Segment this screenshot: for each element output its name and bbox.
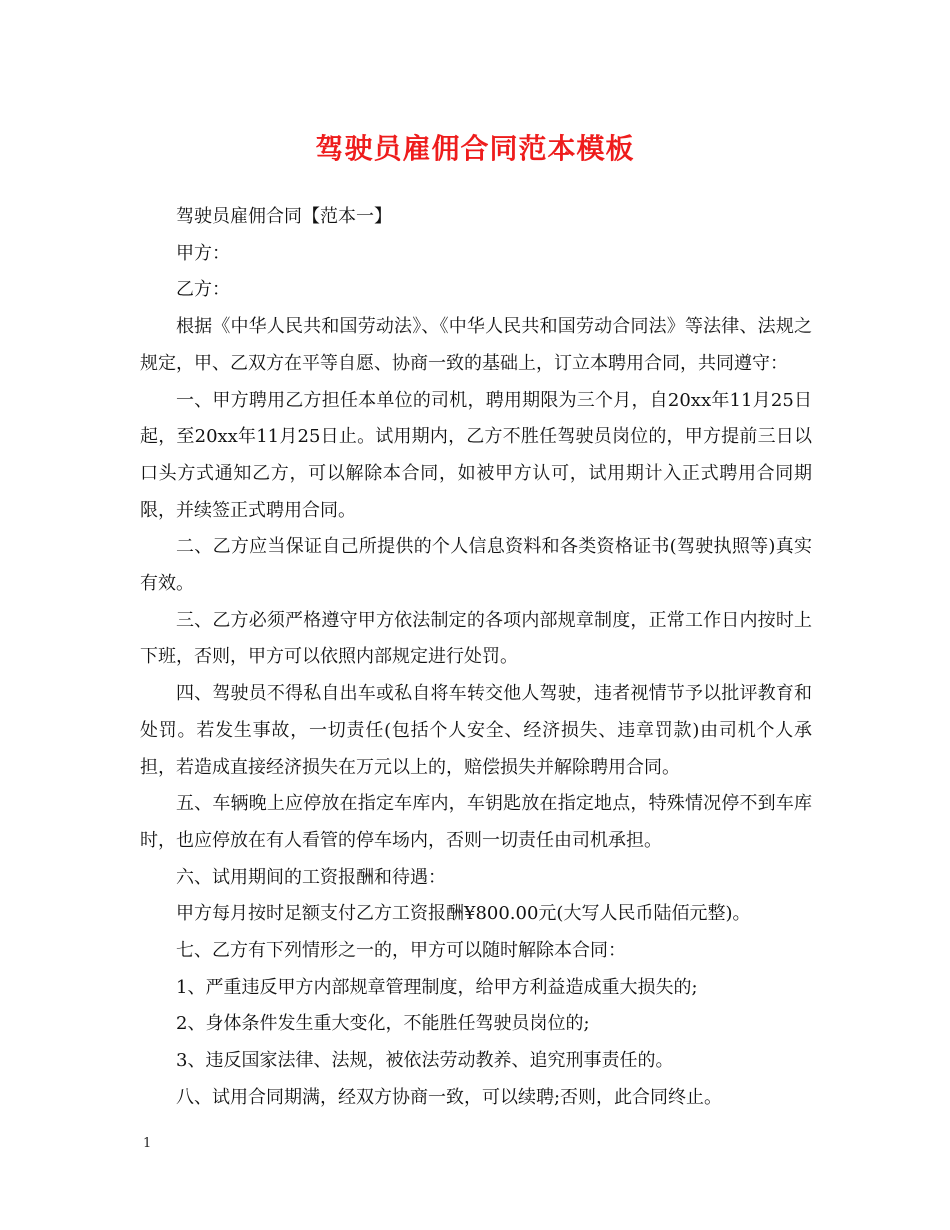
clause-5-paragraph: 五、车辆晚上应停放在指定车库内，车钥匙放在指定地点，特殊情况停不到车库时，也应停放在有人看管的停车场内，否则一切责任由司机承担。 (140, 793, 812, 851)
termination-item-2: 2、身体条件发生重大变化，不能胜任驾驶员岗位的; (176, 1013, 590, 1035)
page-number: 1 (143, 1136, 152, 1151)
contract-heading: 驾驶员雇佣合同【范本一】 (176, 206, 392, 227)
clause-6-paragraph: 六、试用期间的工资报酬和待遇： (176, 866, 446, 888)
preamble-paragraph: 根据《中华人民共和国劳动法》、《中华人民共和国劳动合同法》等法律、法规之规定，甲、乙双方在平等自愿、协商一致的基础上，订立本聘用合同，共同遵守： (140, 316, 812, 374)
clause-7-paragraph: 七、乙方有下列情形之一的，甲方可以随时解除本合同： (176, 940, 626, 962)
clause-8-paragraph: 八、试用合同期满，经双方协商一致，可以续聘;否则，此合同终止。 (176, 1086, 723, 1108)
clause-3-paragraph: 三、乙方必须严格遵守甲方依法制定的各项内部规章制度，正常工作日内按时上下班，否则，甲方可以依照内部规定进行处罚。 (140, 609, 812, 668)
party-b-line: 乙方： (176, 279, 230, 301)
clause-1-paragraph: 一、甲方聘用乙方担任本单位的司机，聘用期限为三个月，自20xx年11月25日起，至20xx年11月25日止。试用期内，乙方不胜任驾驶员岗位的，甲方提前三日以口头方式通知乙方，可以解除本合同，如被甲方认可，试用期计入正式聘用合同期限，并续签正式聘用合同。 (140, 389, 812, 521)
clause-2-paragraph: 二、乙方应当保证自己所提供的个人信息资料和各类资格证书(驾驶执照等)真实有效。 (140, 536, 812, 595)
document-body (140, 199, 812, 1117)
clause-4-paragraph: 四、驾驶员不得私自出车或私自将车转交他人驾驶，违者视情节予以批评教育和处罚。若发生事故，一切责任(包括个人安全、经济损失、违章罚款)由司机个人承担，若造成直接经济损失在万元以上的，赔偿损失并解除聘用合同。 (140, 683, 812, 778)
party-a-line: 甲方： (176, 242, 230, 264)
termination-item-3: 3、违反国家法律、法规，被依法劳动教养、追究刑事责任的。 (176, 1050, 674, 1072)
document-title: 驾驶员雇佣合同范本模板 (315, 132, 635, 165)
termination-item-1: 1、严重违反甲方内部规章管理制度，给甲方利益造成重大损失的; (176, 976, 698, 998)
salary-paragraph: 甲方每月按时足额支付乙方工资报酬¥800.00元(大写人民币陆佰元整)。 (176, 903, 751, 925)
